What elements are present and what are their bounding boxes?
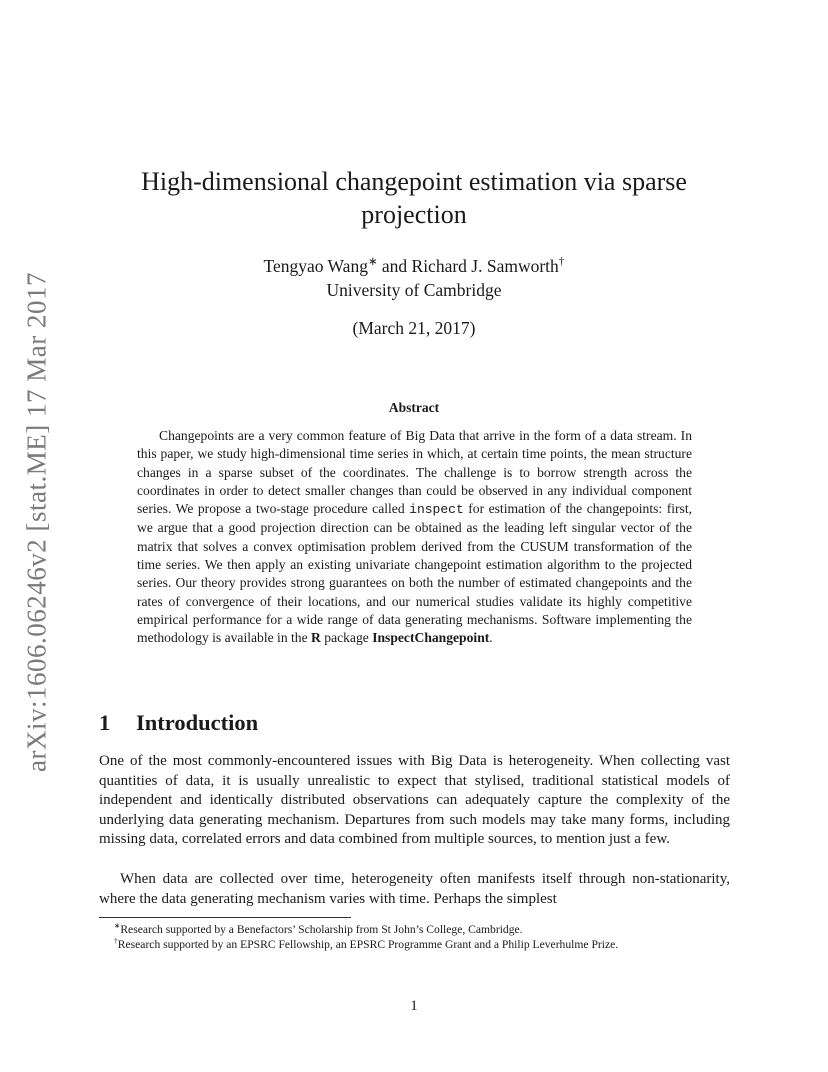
abstract-text: Changepoints are a very common feature of Big Data that arrive in the form of a data stream. In this paper, we study high-dimensional time series in which, at certain time points, the mean structure changes in a sparse subset of the coordinates. The challenge is to borrow strength across the coordinates in order to detect smaller changes than could be observed in any individual component series. We propose a two-stage procedure called <box>137 428 692 517</box>
footnote-marker: † <box>558 256 565 269</box>
author-name: Richard J. Samworth <box>411 256 559 276</box>
abstract-body <box>137 427 692 648</box>
code-name: inspect <box>409 502 464 518</box>
footnote-marker: † <box>114 936 118 946</box>
abstract-text: package <box>320 630 373 646</box>
section-number: 1 <box>99 710 111 735</box>
section-title: Introduction <box>136 710 259 735</box>
author-join: and <box>377 256 412 276</box>
affiliation: University of Cambridge <box>326 280 502 300</box>
arxiv-identifier: arXiv:1606.06246v2 [stat.ME] 17 Mar 2017 <box>21 272 52 772</box>
author-line <box>100 256 728 277</box>
package-name: InspectChangepoint <box>372 630 490 646</box>
author-name: Tengyao Wang <box>263 256 368 276</box>
footnote <box>99 922 730 937</box>
r-language-label: R <box>311 630 321 646</box>
page-number: 1 <box>410 998 418 1014</box>
body-paragraph: One of the most commonly-encountered issues with Big Data is heterogeneity. When collecting vast quantities of data, it is usually unrealistic to expect that stylised, traditional statistical models of independent and identically distributed observations can adequately capture the complexity of the underlying data generating mechanism. Departures from such models may take many forms, including missing data, correlated errors and data combined from multiple sources, to mention just a few. <box>99 753 730 848</box>
section-heading <box>99 710 258 736</box>
footnote-marker: ∗ <box>114 921 121 931</box>
footnote-text: Research supported by a Benefactors’ Scholarship from St John’s College, Cambridge. <box>120 923 523 936</box>
footnote-rule <box>99 917 351 918</box>
abstract-text: for estimation of the changepoints: first, we argue that a good projection direction can be obtained as the leading left singular vector of the matrix that solves a convex optimisation problem derived from the CUSUM transformation of the time series. We then apply an existing univariate changepoint estimation algorithm to the projected series. Our theory provides strong guarantees on both the number of estimated changepoints and the rates of convergence of their locations, and our numerical studies validate its highly competitive empirical performance for a wide range of data generating mechanisms. Software implementing the methodology is available in the <box>137 501 692 646</box>
footnote-marker: ∗ <box>367 256 378 269</box>
abstract-text: . <box>489 630 493 646</box>
paper-title: High-dimensional changepoint estimation via sparse projection <box>141 167 687 229</box>
paper-date: (March 21, 2017) <box>352 318 476 338</box>
footnote-text: Research supported by an EPSRC Fellowship, an EPSRC Programme Grant and a Philip Leverhulme Prize. <box>117 938 619 951</box>
footnote <box>99 937 730 952</box>
abstract-heading: Abstract <box>388 400 440 415</box>
body-paragraph: When data are collected over time, heterogeneity often manifests itself through non-stationarity, where the data generating mechanism varies with time. Perhaps the simplest <box>99 871 730 907</box>
